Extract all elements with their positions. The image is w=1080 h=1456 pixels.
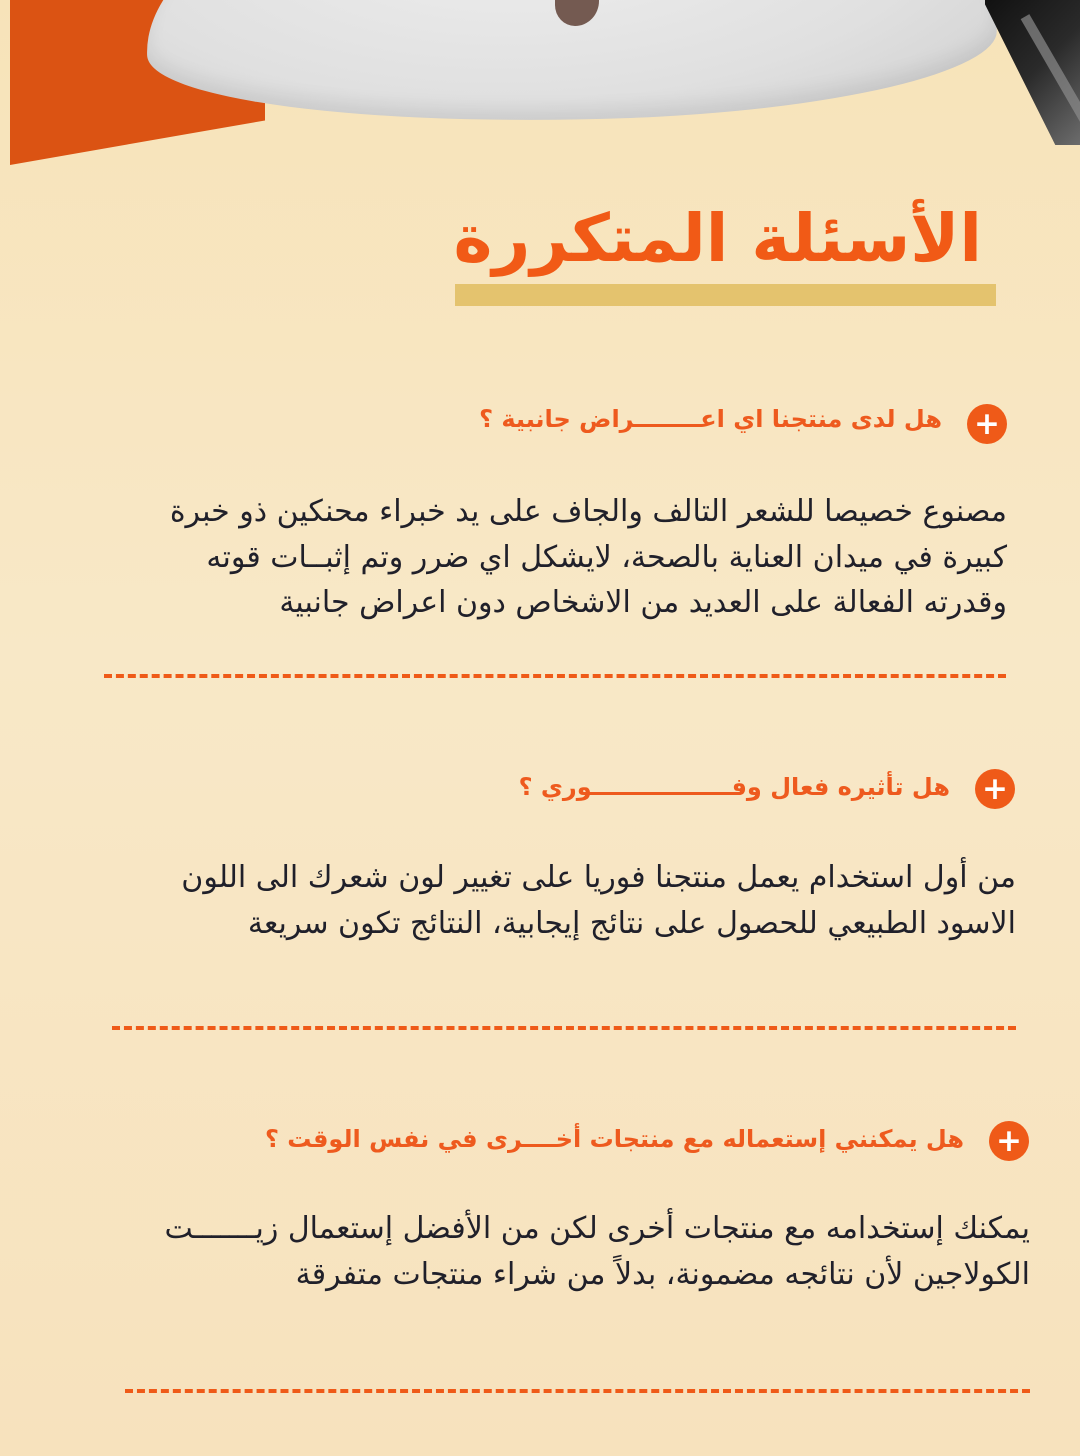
faq-answer-line: الكولاجين لأن نتائجه مضمونة، بدلاً من شراء منتجات متفرقة xyxy=(295,1256,1030,1292)
comb-shape xyxy=(985,0,1080,145)
hero-image xyxy=(0,0,1080,175)
plus-icon[interactable]: + xyxy=(967,404,1007,444)
page-title: الأسئلة المتكررة xyxy=(453,200,982,277)
faq-answer-line: وقدرته الفعالة على العديد من الاشخاص دون اعراض جانبية xyxy=(279,585,1007,621)
faq-answer-line: كبيرة في ميدان العناية بالصحة، لايشكل اي ضرر وتم إثبــات قوته xyxy=(206,539,1007,575)
plus-icon[interactable]: + xyxy=(989,1121,1029,1161)
faq-answer-line: الاسود الطبيعي للحصول على نتائج إيجابية، النتائج تكون سريعة xyxy=(247,905,1016,941)
dashed-divider xyxy=(125,1389,1030,1393)
faq-question[interactable]: هل يمكنني إستعماله مع منتجات أخــــرى في نفس الوقت ؟ xyxy=(265,1125,964,1153)
heading-highlight xyxy=(455,284,996,306)
faq-question[interactable]: هل تأثيره فعال وفـــــــــــــــــوري ؟ xyxy=(518,773,950,801)
faq-answer-line: يمكنك إستخدامه مع منتجات أخرى لكن من الأفضل إستعمال زيـــــــت xyxy=(164,1211,1030,1246)
faq-answer xyxy=(181,855,1016,946)
faq-answer-line: مصنوع خصيصا للشعر التالف والجاف على يد خبراء محنكين ذو خبرة xyxy=(169,494,1007,529)
faq-answer xyxy=(165,1206,1031,1297)
faq-answer xyxy=(170,489,1007,626)
plus-icon[interactable]: + xyxy=(975,769,1015,809)
dashed-divider xyxy=(104,674,1006,678)
faq-question[interactable]: هل لدى منتجنا اي اعــــــــراض جانبية ؟ xyxy=(479,405,942,433)
faq-answer-line: من أول استخدام يعمل منتجنا فوريا على تغيير لون شعرك الى اللون xyxy=(181,860,1016,895)
dashed-divider xyxy=(112,1026,1016,1030)
